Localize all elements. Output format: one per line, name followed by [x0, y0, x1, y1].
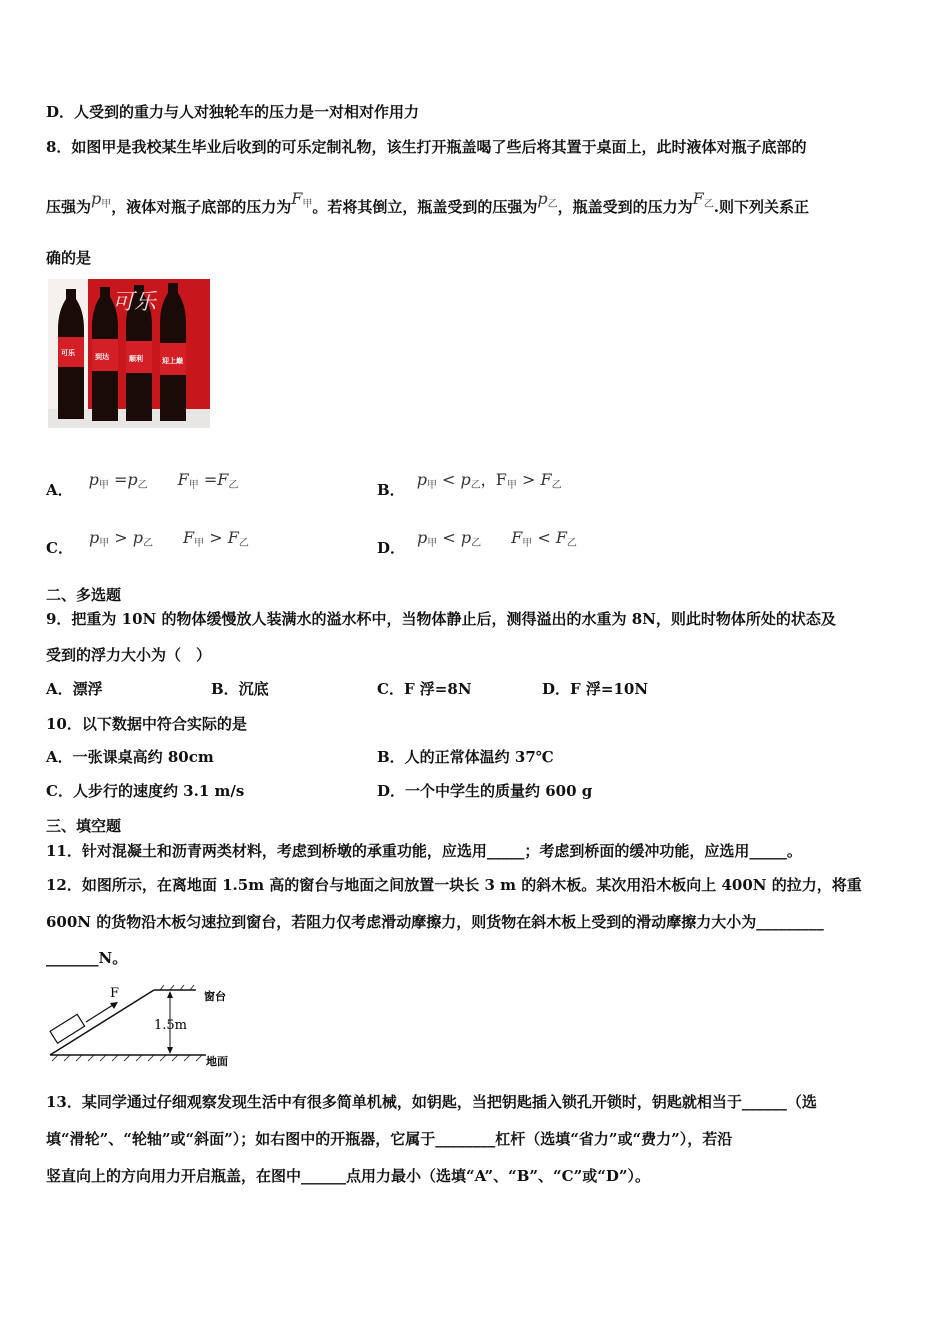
q8-option-d: D．$p_甲 < p_乙$ $F_甲 < F_乙$ — [377, 528, 577, 557]
force-label: F — [110, 986, 120, 1001]
q9-option-b: B．沉底 — [211, 680, 269, 698]
height-label: 1.5m — [154, 1018, 188, 1033]
q9-stem-line1: 9．把重为 10N 的物体缓慢放人装满水的溢水杯中，当物体静止后，测得溢出的水重为 8N，则此时物体所处的状态及 — [46, 610, 836, 628]
bottle-label-1: 可乐 — [61, 349, 75, 357]
incline-diagram — [46, 983, 246, 1069]
bottle-label-2: 到达 — [95, 353, 109, 361]
q13-stem-line2: 填“滑轮”、“轮轴”或“斜面”）；如右图中的开瓶器，它属于________杠杆（选填“省力”或“费力”），若沿 — [46, 1130, 733, 1148]
q10-option-a: A．一张课桌高约 80cm — [46, 748, 214, 766]
bottle-label-3: 顺利 — [129, 355, 143, 363]
q10-option-c: C．人步行的速度约 3.1 m/s — [46, 782, 245, 800]
q12-stem-line2: 600N 的货物沿木板匀速拉到窗台，若阻力仅考虑滑动摩擦力，则货物在斜木板上受到的滑动摩擦力大小为_________ — [46, 913, 824, 931]
section-fill-blank-heading: 三、填空题 — [46, 817, 122, 835]
q8-option-b: B．$p_甲 < p_乙$，$F_甲 > F_乙$ — [377, 470, 562, 499]
q10-option-d: D．一个中学生的质量约 600 g — [377, 782, 593, 800]
q8-stem-line2: 压强为$p_甲$，液体对瓶子底部的压力为$F_甲$。若将其倒立，瓶盖受到的压强为$p_乙$，瓶盖受到的压力为$F_乙$.则下列关系正 — [46, 189, 810, 216]
q10-option-b: B．人的正常体温约 37℃ — [377, 748, 554, 766]
q9-stem-line2: 受到的浮力大小为（ ） — [46, 646, 212, 664]
q9-option-a: A．漂浮 — [46, 680, 103, 698]
q8-option-c: C．$p_甲 > p_乙$ $F_甲 > F_乙$ — [46, 528, 249, 557]
q13-stem-line3: 竖直向上的方向用力开启瓶盖，在图中______点用力最小（选填“A”、“B”、“C”或“D”）。 — [46, 1167, 651, 1185]
q13-stem-line1: 13．某同学通过仔细观察发现生活中有很多简单机械，如钥匙，当把钥匙插入锁孔开锁时，钥匙就相当于______（选 — [46, 1093, 817, 1111]
ground-label: 地面 — [206, 1055, 228, 1068]
q9-option-c: C．F 浮=8N — [377, 680, 472, 698]
q10-stem: 10．以下数据中符合实际的是 — [46, 715, 247, 733]
q12-stem-line3: _______N。 — [46, 949, 128, 967]
window-label: 窗台 — [204, 990, 226, 1003]
q11-stem: 11．针对混凝土和沥青两类材料，考虑到桥墩的承重功能，应选用_____；考虑到桥面的缓冲功能，应选用_____。 — [46, 842, 802, 860]
q8-option-a: A．$p_甲 =p_乙$ $F_甲 =F_乙$ — [46, 470, 239, 499]
q7-option-d: D．人受到的重力与人对独轮车的压力是一对相对作用力 — [46, 103, 420, 121]
cola-bottles-photo — [48, 279, 210, 428]
q12-stem-line1: 12．如图所示，在离地面 1.5m 高的窗台与地面之间放置一块长 3 m 的斜木板。某次用沿木板向上 400N 的拉力，将重 — [46, 876, 862, 894]
q8-stem-line3: 确的是 — [46, 249, 92, 267]
q8-stem-line1: 8．如图甲是我校某生毕业后收到的可乐定制礼物，该生打开瓶盖喝了些后将其置于桌面上，此时液体对瓶子底部的 — [46, 138, 807, 156]
bottle-label-4: 迎上巅 — [162, 357, 183, 365]
q9-option-d: D．F 浮=10N — [542, 680, 649, 698]
section-multiple-choice-heading: 二、多选题 — [46, 586, 122, 604]
cola-logo-text-1: 可乐 — [112, 290, 157, 315]
